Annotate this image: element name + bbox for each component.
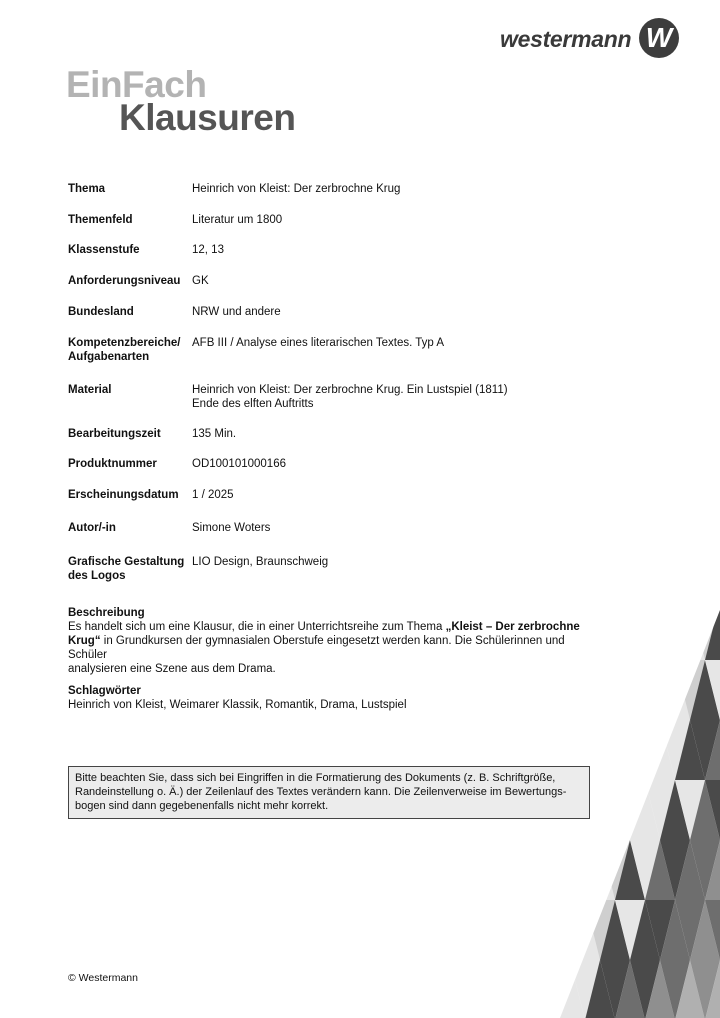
meta-value: Simone Woters (192, 522, 271, 534)
meta-value: NRW und andere (192, 306, 281, 318)
notice-line: Bitte beachten Sie, dass sich bei Eingriffen in die Formatierung des Dokuments (z. B. Schriftgröße, (75, 772, 556, 784)
westermann-wordmark: westermann (500, 26, 632, 52)
pattern-triangle (555, 900, 585, 960)
pattern-triangle (600, 660, 630, 720)
pattern-triangle (525, 840, 555, 900)
meta-label-line: Grafische Gestaltung (68, 556, 185, 568)
pattern-triangle (600, 600, 630, 660)
pattern-triangle (525, 960, 555, 1018)
meta-label: Produktnummer (68, 458, 157, 470)
keywords-section (68, 684, 588, 712)
pattern-triangle (705, 600, 720, 660)
meta-label: Thema (68, 183, 106, 195)
notice-line: Randeinstellung o. Ä.) der Zeilenlauf des Textes verändern kann. Die Zeilenverweise im Bewertungs- (75, 786, 567, 798)
description-line: analysieren eine Szene aus dem Drama. (68, 663, 276, 675)
keywords-text: Heinrich von Kleist, Weimarer Klassik, Romantik, Drama, Lustspiel (68, 699, 407, 711)
series-title-klausuren: Klausuren (119, 97, 296, 138)
description-line (68, 634, 588, 662)
meta-value: Literatur um 1800 (192, 214, 283, 226)
pattern-triangle (615, 660, 645, 720)
pattern-triangle (540, 900, 570, 960)
description-text: Es handelt sich um eine Klausur, die in einer Unterrichtsreihe zum Thema (68, 621, 446, 633)
pattern-triangle (510, 960, 540, 1018)
meta-value-line: Heinrich von Kleist: Der zerbrochne Krug. Ein Lustspiel (1811) (192, 384, 508, 396)
pattern-triangle (660, 660, 690, 720)
meta-label-line: des Logos (68, 570, 126, 582)
pattern-triangle (615, 600, 645, 660)
meta-label-line: Kompetenzbereiche/ (68, 337, 181, 349)
meta-label-line: Aufgabenarten (68, 351, 150, 363)
meta-label: Klassenstufe (68, 244, 140, 256)
description-text: in Grundkursen der gymnasialen Oberstufe eingesetzt werden kann. Die Schülerinnen und Schüler (68, 635, 565, 661)
description-line (68, 620, 588, 634)
meta-label (68, 555, 188, 583)
meta-label: Bearbeitungszeit (68, 428, 161, 440)
meta-value-line: Ende des elften Auftritts (192, 398, 314, 410)
meta-label: Themenfeld (68, 214, 133, 226)
pattern-triangle (615, 720, 645, 780)
pattern-triangle (630, 600, 660, 660)
meta-value: LIO Design, Braunschweig (192, 556, 329, 568)
notice-line: bogen sind dann gegebenenfalls nicht mehr korrekt. (75, 800, 329, 812)
meta-value: GK (192, 275, 209, 287)
pattern-triangle (630, 720, 660, 780)
pattern-triangle (600, 780, 630, 840)
description-emphasis: „Kleist – Der zerbrochne (445, 621, 580, 633)
pattern-triangle (540, 840, 570, 900)
pattern-triangle (645, 600, 675, 660)
meta-label: Autor/-in (68, 522, 116, 534)
meta-value: 12, 13 (192, 244, 224, 256)
pattern-triangle (510, 840, 540, 900)
pattern-triangle (600, 720, 630, 780)
meta-label: Material (68, 384, 112, 396)
pattern-triangle (585, 600, 615, 660)
westermann-logo-icon: W (639, 18, 679, 58)
pattern-triangle (585, 660, 615, 720)
meta-label: Bundesland (68, 306, 134, 318)
pattern-triangle (645, 660, 675, 720)
pattern-triangle (570, 840, 600, 900)
description-heading: Beschreibung (68, 607, 145, 619)
pattern-triangle (675, 600, 705, 660)
description-emphasis: Krug“ (68, 635, 101, 647)
pattern-triangle (660, 600, 690, 660)
meta-label (68, 336, 188, 364)
meta-value: Heinrich von Kleist: Der zerbrochne Krug (192, 183, 401, 195)
copyright-footer: © Westermann (68, 972, 138, 984)
meta-value: 135 Min. (192, 428, 237, 440)
keywords-heading: Schlagwörter (68, 685, 141, 697)
meta-label: Anforderungsniveau (68, 275, 181, 287)
pattern-triangle (585, 840, 615, 900)
pattern-triangle (555, 840, 585, 900)
series-title-einfach: EinFach (66, 64, 207, 105)
pattern-triangle (630, 660, 660, 720)
formatting-notice-box (68, 766, 590, 819)
meta-value (192, 383, 592, 411)
meta-value: 1 / 2025 (192, 489, 234, 501)
meta-value: AFB III / Analyse eines literarischen Textes. Typ A (192, 337, 445, 349)
meta-value: OD100101000166 (192, 458, 286, 470)
meta-label: Erscheinungsdatum (68, 489, 179, 501)
pattern-triangle (525, 900, 555, 960)
description-section (68, 606, 588, 676)
